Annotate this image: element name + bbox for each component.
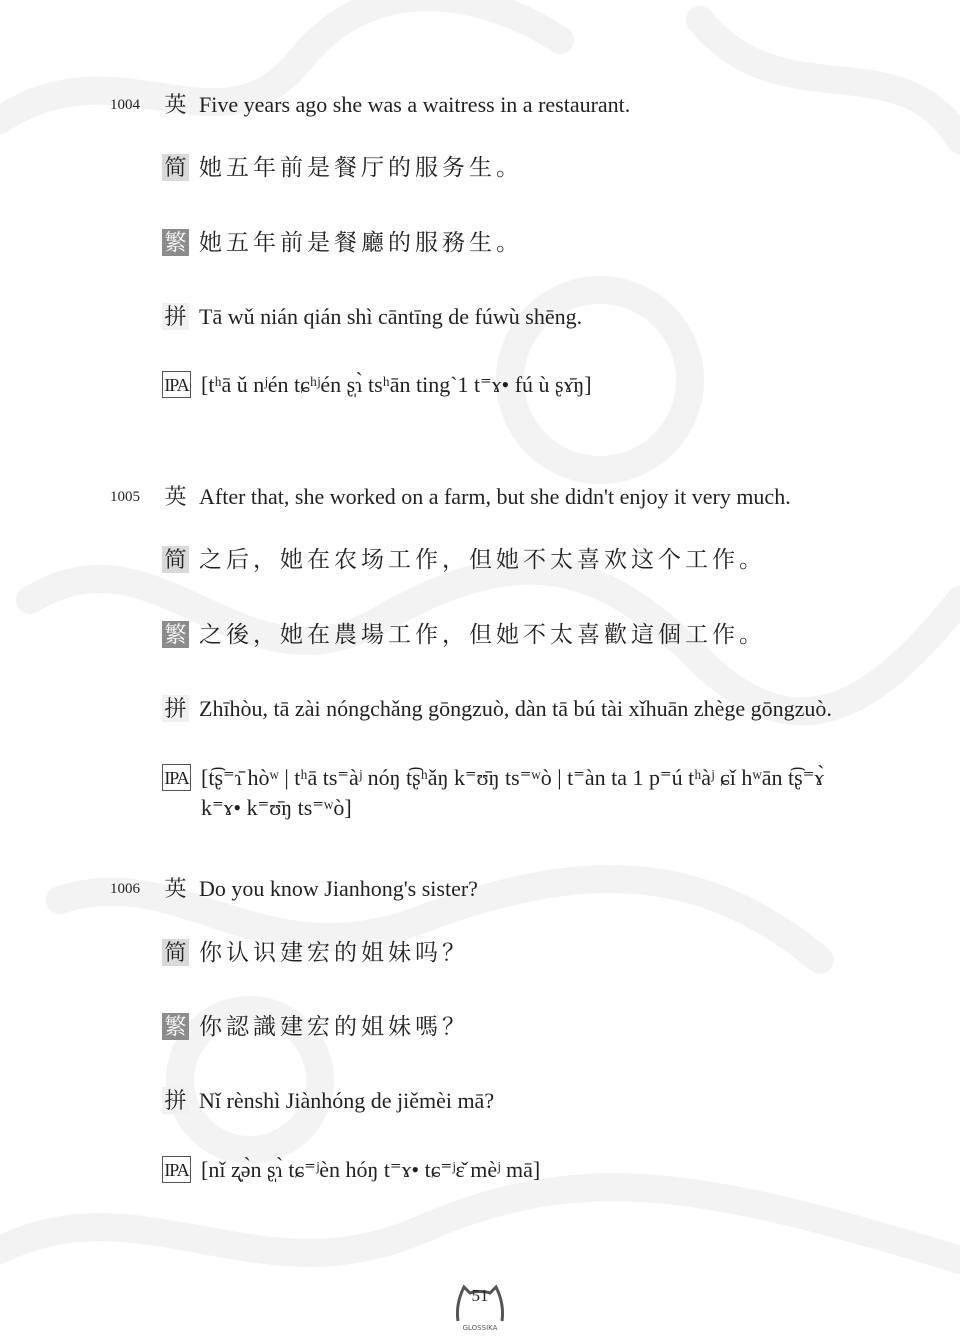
sentence-entry: [0, 482, 960, 823]
english-text: Do you know Jianhong's sister?: [199, 876, 478, 901]
ipa-text: [tʰā ǔ nʲén tɕʰʲén ʂ̩ɿ̀ tsʰān ting`1 t⁼ɤ• fú ù ʂɤ̄ŋ]: [201, 372, 592, 397]
ipa-line: [162, 370, 852, 410]
traditional-text: 你認識建宏的姐妹嗎？: [199, 1014, 469, 1040]
simplified-text: 之后，她在农场工作，但她不太喜欢这个工作。: [199, 547, 766, 573]
en-label-icon: 英: [164, 876, 187, 901]
page-number: 51: [471, 1286, 489, 1305]
svg-text:GLOSSIKA: GLOSSIKA: [462, 1324, 498, 1332]
pinyin-line: [162, 1086, 852, 1155]
simplified-line: [162, 545, 852, 620]
english-line: [162, 482, 852, 545]
traditional-line: [162, 620, 852, 694]
sentence-number: 1006: [110, 881, 140, 897]
pinyin-line: [162, 302, 852, 370]
simplified-line: [162, 938, 852, 1012]
pinyin-text: Zhīhòu, tā zài nóngchǎng gōngzuò, dàn tā bú tài xǐhuān zhège gōngzuò.: [199, 696, 832, 721]
fan-label-icon: 繁: [162, 621, 189, 648]
traditional-text: 之後，她在農場工作，但她不太喜歡這個工作。: [199, 622, 766, 648]
simplified-line: [162, 153, 852, 228]
english-text: After that, she worked on a farm, but she didn't enjoy it very much.: [199, 484, 791, 509]
english-text: Five years ago she was a waitress in a restaurant.: [199, 92, 631, 117]
pinyin-line: [162, 694, 852, 763]
pinyin-text: Nǐ rènshì Jiànhóng de jiěmèi mā?: [199, 1088, 495, 1113]
pin-label-icon: 拼: [162, 1087, 189, 1114]
ipa-text: [t͡ʂ⁼ɿ̄ hòʷ | tʰā ts⁼àʲ nóŋ t͡ʂʰǎŋ k⁼ʊ̄ŋ ts⁼ʷò | t⁼àn ta 1 p⁼ú tʰàʲ ɕǐ hʷān t͡ʂ⁼ɤ̀ k⁼ɤ• k⁼ʊ̄ŋ ts⁼ʷò]: [201, 765, 825, 820]
english-line: [162, 874, 852, 938]
en-label-icon: 英: [164, 484, 187, 509]
traditional-line: [162, 1012, 852, 1086]
ipa-text: [nǐ ʐ̩ə̀n ʂ̩ɿ̀ tɕ⁼ʲèn hóŋ t⁼ɤ• tɕ⁼ʲɛ̌ mèʲ mā]: [201, 1157, 541, 1182]
traditional-text: 她五年前是餐廳的服務生。: [199, 230, 523, 256]
jian-label-icon: 简: [162, 546, 189, 573]
ipa-label-icon: IPA: [162, 1156, 191, 1183]
jian-label-icon: 简: [162, 154, 189, 181]
ipa-label-icon: IPA: [162, 371, 191, 398]
english-line: [162, 90, 852, 153]
ipa-line: [162, 763, 852, 823]
traditional-line: [162, 228, 852, 302]
pin-label-icon: 拼: [162, 695, 189, 722]
sentence-entry: [0, 90, 960, 410]
simplified-text: 她五年前是餐厅的服务生。: [199, 155, 523, 181]
sentence-number: 1004: [110, 97, 140, 113]
fan-label-icon: 繁: [162, 1013, 189, 1040]
pinyin-text: Tā wǔ nián qián shì cāntīng de fúwù shēng.: [199, 304, 583, 329]
pin-label-icon: 拼: [162, 303, 189, 330]
jian-label-icon: 简: [162, 939, 189, 966]
page-footer: [0, 1283, 960, 1333]
ipa-label-icon: IPA: [162, 764, 191, 791]
sentence-entry: [0, 874, 960, 1195]
ipa-line: [162, 1155, 852, 1195]
en-label-icon: 英: [164, 92, 187, 117]
fan-label-icon: 繁: [162, 229, 189, 256]
sentence-number: 1005: [110, 489, 140, 505]
simplified-text: 你认识建宏的姐妹吗？: [199, 940, 469, 966]
